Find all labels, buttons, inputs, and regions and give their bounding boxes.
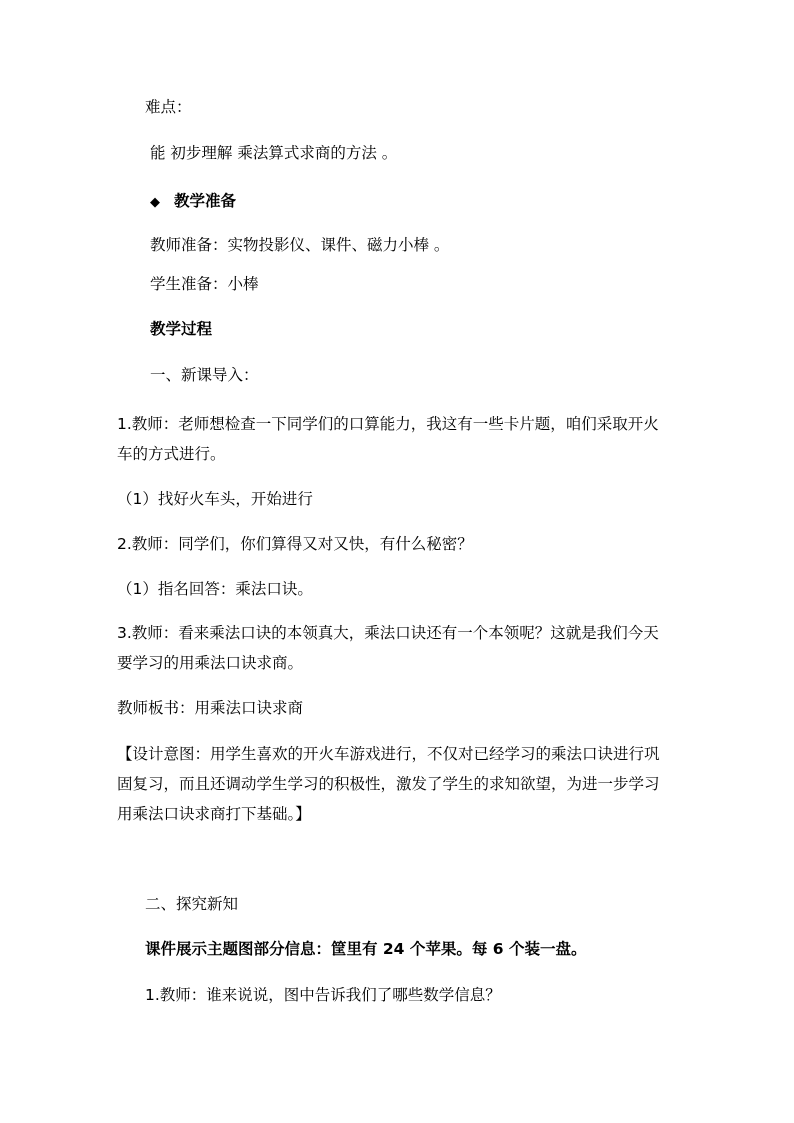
student-prep: 学生准备：小棒 [150,275,259,293]
design-intent-line-3: 用乘法口诀求商打下基础。】 [117,805,311,823]
design-intent-line-2: 固复习，而且还调动学生学习的积极性，激发了学生的求知欲望，为进一步学习 [117,775,660,793]
difficulty-label: 难点： [145,98,192,116]
design-intent-line-1: 【设计意图：用学生喜欢的开火车游戏进行，不仅对已经学习的乘法口诀进行巩 [117,745,660,763]
paragraph-3-line-1: 3.教师：看来乘法口诀的本领真大，乘法口诀还有一个本领呢？这就是我们今天 [117,624,659,642]
difficulty-text: 能 初步理解 乘法算式求商的方法 。 [150,144,398,162]
paragraph-2: 2.教师：同学们，你们算得又对又快，有什么秘密？ [117,535,473,553]
paragraph-3-line-2: 要学习的用乘法口诀求商。 [117,654,304,672]
paragraph-2-sub: （1）指名回答：乘法口诀。 [117,580,313,598]
teaching-process-heading: 教学过程 [150,320,213,338]
board-writing: 教师板书：用乘法口诀求商 [117,699,304,717]
teaching-prep-heading [150,190,236,214]
diamond-bullet-icon: ◆ [150,195,160,210]
courseware-info: 课件展示主题图部分信息：筐里有 24 个苹果。每 6 个装一盘。 [145,940,587,958]
question-1: 1.教师：谁来说说，图中告诉我们了哪些数学信息？ [145,986,501,1004]
section-1-title: 一、新课导入： [150,366,259,384]
teacher-prep: 教师准备：实物投影仪、课件、磁力小棒 。 [150,236,450,254]
paragraph-1-line-1: 1.教师：老师想检查一下同学们的口算能力，我这有一些卡片题，咱们采取开火 [117,415,659,433]
section-2-title: 二、探究新知 [145,895,239,913]
paragraph-1-sub: （1）找好火车头，开始进行 [117,490,313,508]
teaching-prep-heading-text: 教学准备 [174,192,237,210]
paragraph-1-line-2: 车的方式进行。 [117,445,226,463]
